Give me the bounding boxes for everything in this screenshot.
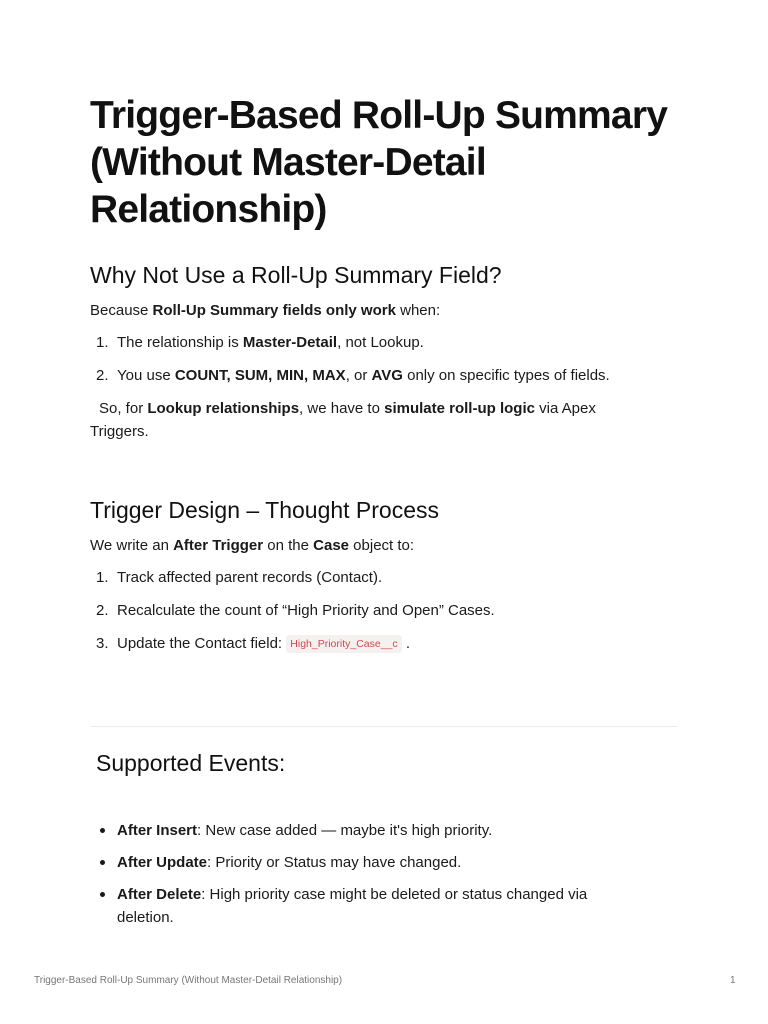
list-item: 3. Update the Contact field: High_Priority_Case__c . <box>96 635 411 652</box>
page-number: 1 <box>730 975 736 986</box>
list-item: 2. You use COUNT, SUM, MIN, MAX, or AVG only on specific types of fields. <box>96 367 610 384</box>
list-item: 1. The relationship is Master-Detail, not Lookup. <box>96 334 424 351</box>
bullet-icon <box>100 892 105 897</box>
bullet-icon <box>100 860 105 865</box>
page-title: Trigger-Based Roll-Up Summary (Without Master-Detail Relationship) <box>90 94 668 231</box>
section-divider <box>90 726 678 727</box>
section-heading-why-not: Why Not Use a Roll-Up Summary Field? <box>90 262 502 288</box>
section2-list <box>90 566 680 656</box>
list-item: 1. Track affected parent records (Contact). <box>96 569 383 586</box>
inline-code-field: High_Priority_Case__c <box>286 635 401 653</box>
section2-intro: We write an After Trigger on the Case object to: <box>90 537 415 554</box>
list-item: After Insert: New case added — maybe it's high priority. <box>90 819 680 842</box>
section1-conclusion: So, for Lookup relationships, we have to simulate roll-up logic via Apex Triggers. <box>90 400 596 440</box>
list-item: After Update: Priority or Status may have changed. <box>90 851 680 874</box>
section3-list <box>90 819 680 929</box>
section-heading-trigger-design: Trigger Design – Thought Process <box>90 497 440 523</box>
section1-list <box>90 331 680 387</box>
list-item: After Delete: High priority case might be deleted or status changed via deletion. <box>90 883 627 929</box>
bullet-icon <box>100 828 105 833</box>
section-heading-supported-events: Supported Events: <box>96 750 286 776</box>
footer-title: Trigger-Based Roll-Up Summary (Without Master-Detail Relationship) <box>34 975 343 986</box>
section1-intro: Because Roll-Up Summary fields only work when: <box>90 302 441 319</box>
list-item: 2. Recalculate the count of “High Priority and Open” Cases. <box>96 602 495 619</box>
